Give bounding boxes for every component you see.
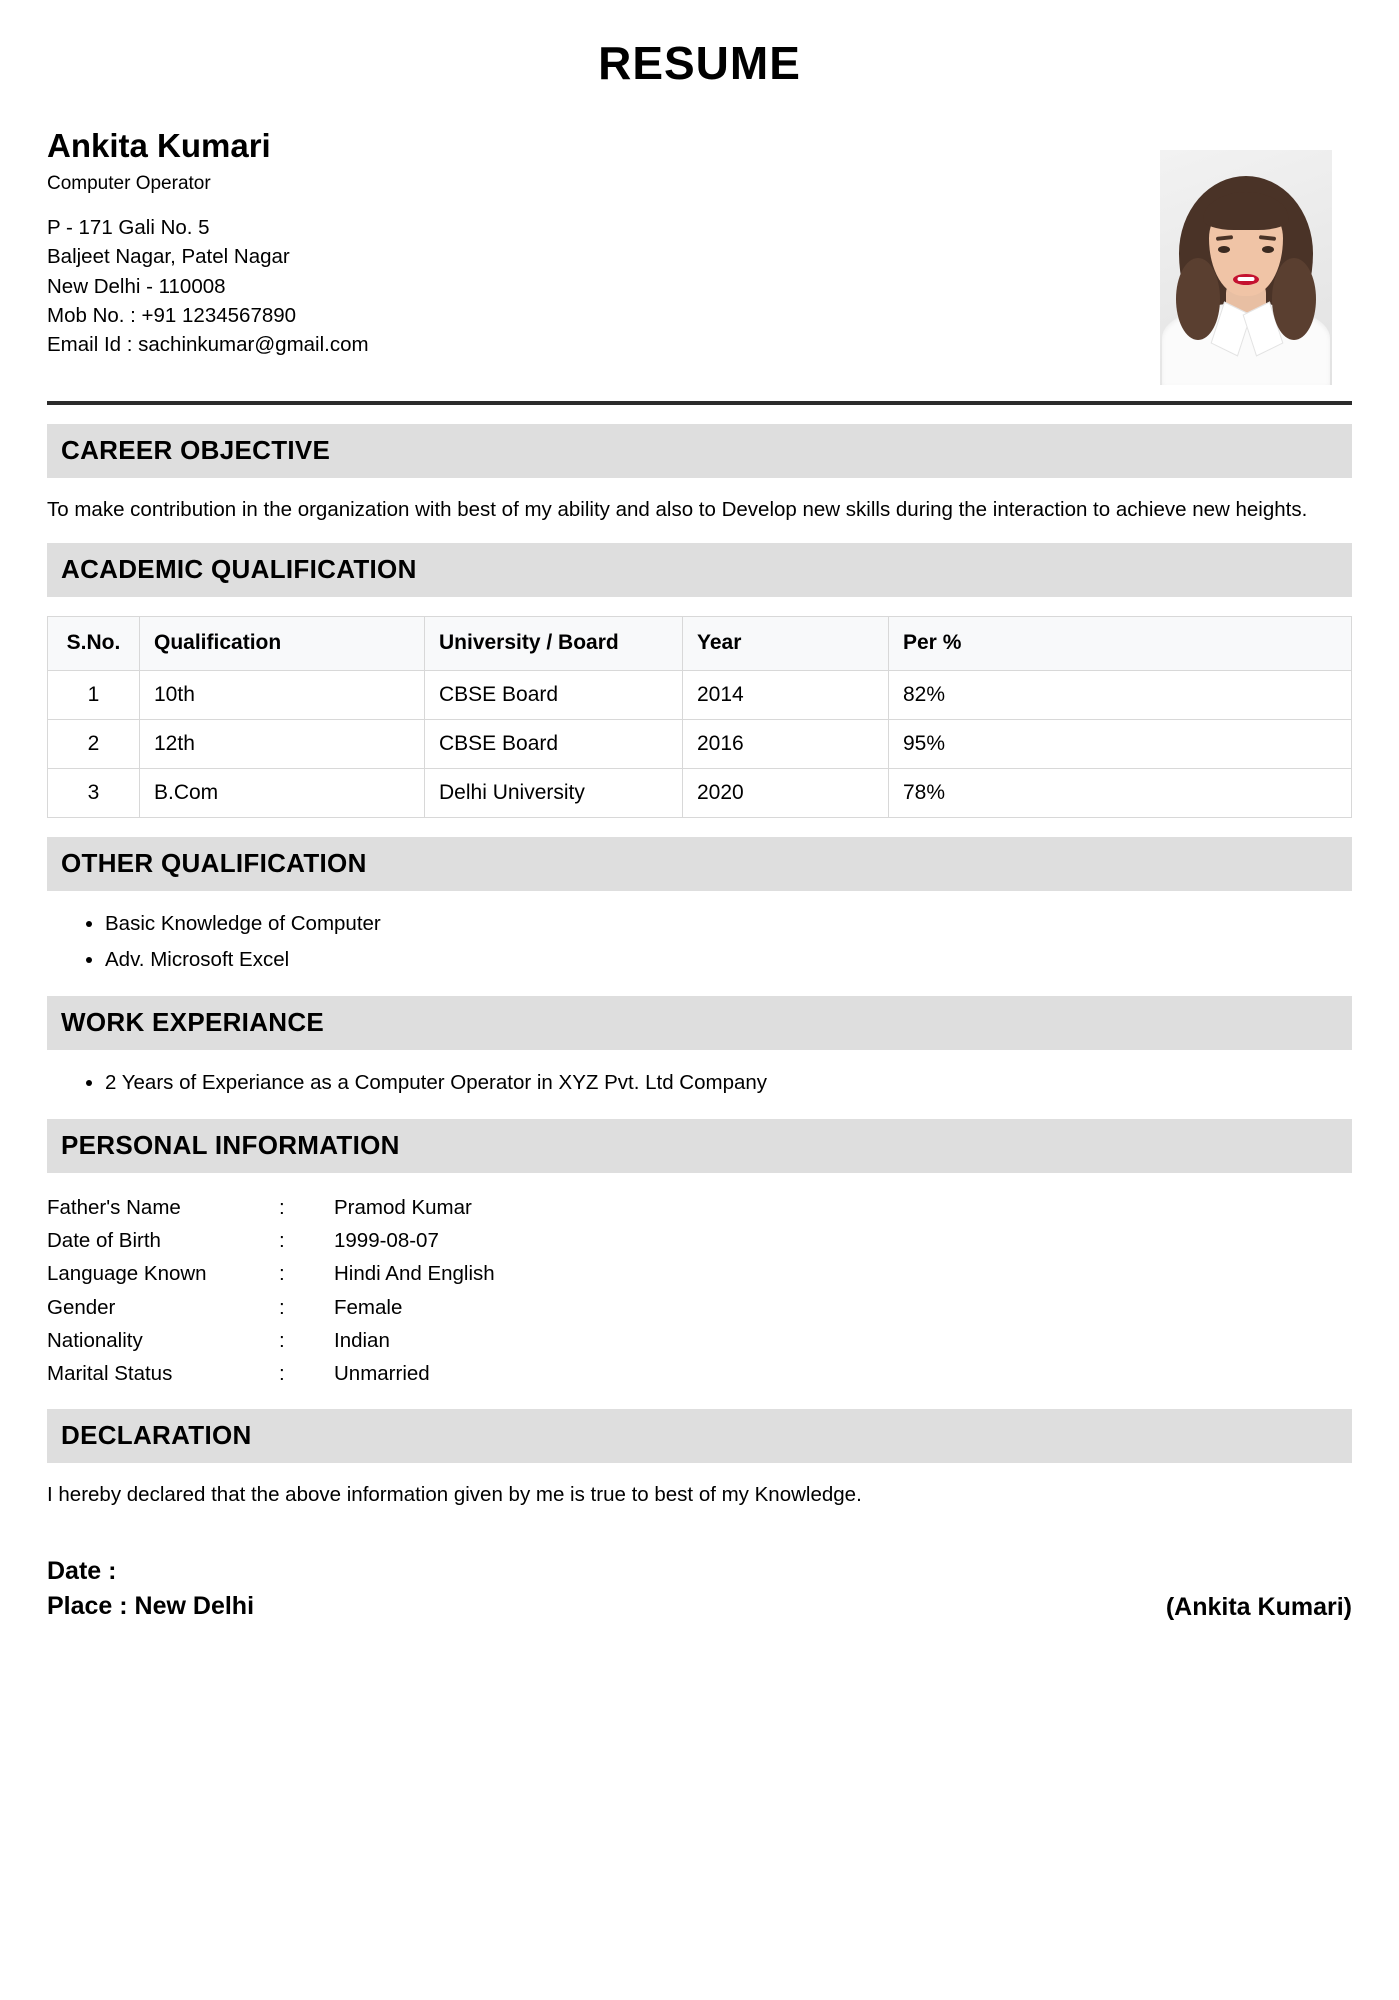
- list-item: • Adv. Microsoft Excel: [105, 942, 1352, 977]
- footer: [47, 1554, 1352, 1623]
- cell-sno: 1: [48, 670, 140, 719]
- cell-year: 2014: [683, 670, 889, 719]
- column-header-qualification: Qualification: [140, 617, 425, 670]
- section-header-declaration: DECLARATION: [47, 1409, 1352, 1463]
- table-header-row: [48, 617, 1352, 670]
- personal-info-row: [47, 1324, 1352, 1357]
- personal-info-value: Pramod Kumar: [334, 1196, 472, 1220]
- table-row: [48, 719, 1352, 768]
- personal-info-value: Female: [334, 1295, 403, 1319]
- personal-info-label: Marital Status: [47, 1362, 173, 1386]
- cell-percentage: 78%: [889, 769, 1352, 818]
- section-header-academic-qualification: ACADEMIC QUALIFICATION: [47, 543, 1352, 597]
- personal-info-value: Indian: [334, 1328, 390, 1352]
- personal-info-row: [47, 1257, 1352, 1290]
- cell-university: CBSE Board: [425, 719, 683, 768]
- portrait-photo: [1160, 150, 1332, 385]
- table-row: [48, 670, 1352, 719]
- other-qualification-list: [47, 906, 1352, 977]
- personal-info-label: Father's Name: [47, 1196, 181, 1220]
- personal-info-value: Unmarried: [334, 1362, 430, 1386]
- cell-qualification: B.Com: [140, 769, 425, 818]
- section-header-career-objective: CAREER OBJECTIVE: [47, 424, 1352, 478]
- photo-hair-wave-right: [1272, 258, 1316, 340]
- contact-line-mobile: Mob No. : +91 1234567890: [47, 303, 297, 327]
- column-header-year: Year: [683, 617, 889, 670]
- cell-percentage: 95%: [889, 719, 1352, 768]
- contact-line-city: New Delhi - 110008: [47, 274, 226, 298]
- person-name: Ankita Kumari: [47, 126, 271, 164]
- cell-year: 2020: [683, 769, 889, 818]
- table-row: [48, 769, 1352, 818]
- personal-info-row: [47, 1191, 1352, 1224]
- personal-info-separator: :: [279, 1196, 285, 1220]
- date-label: Date :: [47, 1557, 117, 1585]
- list-item: • 2 Years of Experiance as a Computer Operator in XYZ Pvt. Ltd Company: [105, 1065, 1352, 1100]
- section-header-other-qualification: OTHER QUALIFICATION: [47, 837, 1352, 891]
- person-role: Computer Operator: [47, 172, 211, 194]
- personal-info-label: Nationality: [47, 1328, 143, 1352]
- work-experience-list: [47, 1065, 1352, 1100]
- cell-university: Delhi University: [425, 769, 683, 818]
- column-header-percentage: Per %: [889, 617, 1352, 670]
- declaration-text: I hereby declared that the above information given by me is true to best of my Knowledge.: [47, 1483, 862, 1507]
- header-block: [47, 125, 1352, 385]
- personal-info-separator: :: [279, 1229, 285, 1253]
- cell-qualification: 12th: [140, 719, 425, 768]
- personal-information-list: [47, 1191, 1352, 1390]
- personal-info-row: [47, 1224, 1352, 1257]
- cell-university: CBSE Board: [425, 670, 683, 719]
- place-label: Place : New Delhi: [47, 1591, 255, 1620]
- personal-info-value: 1999-08-07: [334, 1229, 439, 1253]
- photo-eye-right: [1262, 246, 1274, 253]
- cell-sno: 3: [48, 769, 140, 818]
- contact-line-address2: Baljeet Nagar, Patel Nagar: [47, 245, 290, 269]
- contact-line-email: Email Id : sachinkumar@gmail.com: [47, 332, 369, 356]
- photo-teeth: [1238, 277, 1255, 281]
- section-header-personal-information: PERSONAL INFORMATION: [47, 1119, 1352, 1173]
- cell-year: 2016: [683, 719, 889, 768]
- column-header-sno: S.No.: [48, 617, 140, 670]
- personal-info-separator: :: [279, 1295, 285, 1319]
- personal-info-label: Language Known: [47, 1262, 207, 1286]
- personal-info-separator: :: [279, 1362, 285, 1386]
- personal-info-label: Date of Birth: [47, 1229, 161, 1253]
- footer-left-block: [47, 1554, 254, 1623]
- academic-qualification-table: [47, 616, 1352, 818]
- personal-info-label: Gender: [47, 1295, 116, 1319]
- header-divider: [47, 401, 1352, 405]
- section-header-work-experience: WORK EXPERIANCE: [47, 996, 1352, 1050]
- cell-percentage: 82%: [889, 670, 1352, 719]
- column-header-university: University / Board: [425, 617, 683, 670]
- personal-info-row: [47, 1291, 1352, 1324]
- contact-line-address1: P - 171 Gali No. 5: [47, 216, 210, 240]
- identity-block: [47, 125, 369, 359]
- signature-name: (Ankita Kumari): [1165, 1593, 1352, 1621]
- personal-info-row: [47, 1357, 1352, 1390]
- personal-info-value: Hindi And English: [334, 1262, 495, 1286]
- photo-hair-wave-left: [1176, 258, 1220, 340]
- cell-sno: 2: [48, 719, 140, 768]
- career-objective-text: To make contribution in the organization with best of my ability and also to Develop new skills during the interaction to achieve new heights.: [47, 497, 1308, 521]
- photo-eye-left: [1218, 246, 1230, 253]
- personal-info-separator: :: [279, 1262, 285, 1286]
- cell-qualification: 10th: [140, 670, 425, 719]
- personal-info-separator: :: [279, 1328, 285, 1352]
- page-title: RESUME: [598, 37, 801, 89]
- list-item: • Basic Knowledge of Computer: [105, 906, 1352, 941]
